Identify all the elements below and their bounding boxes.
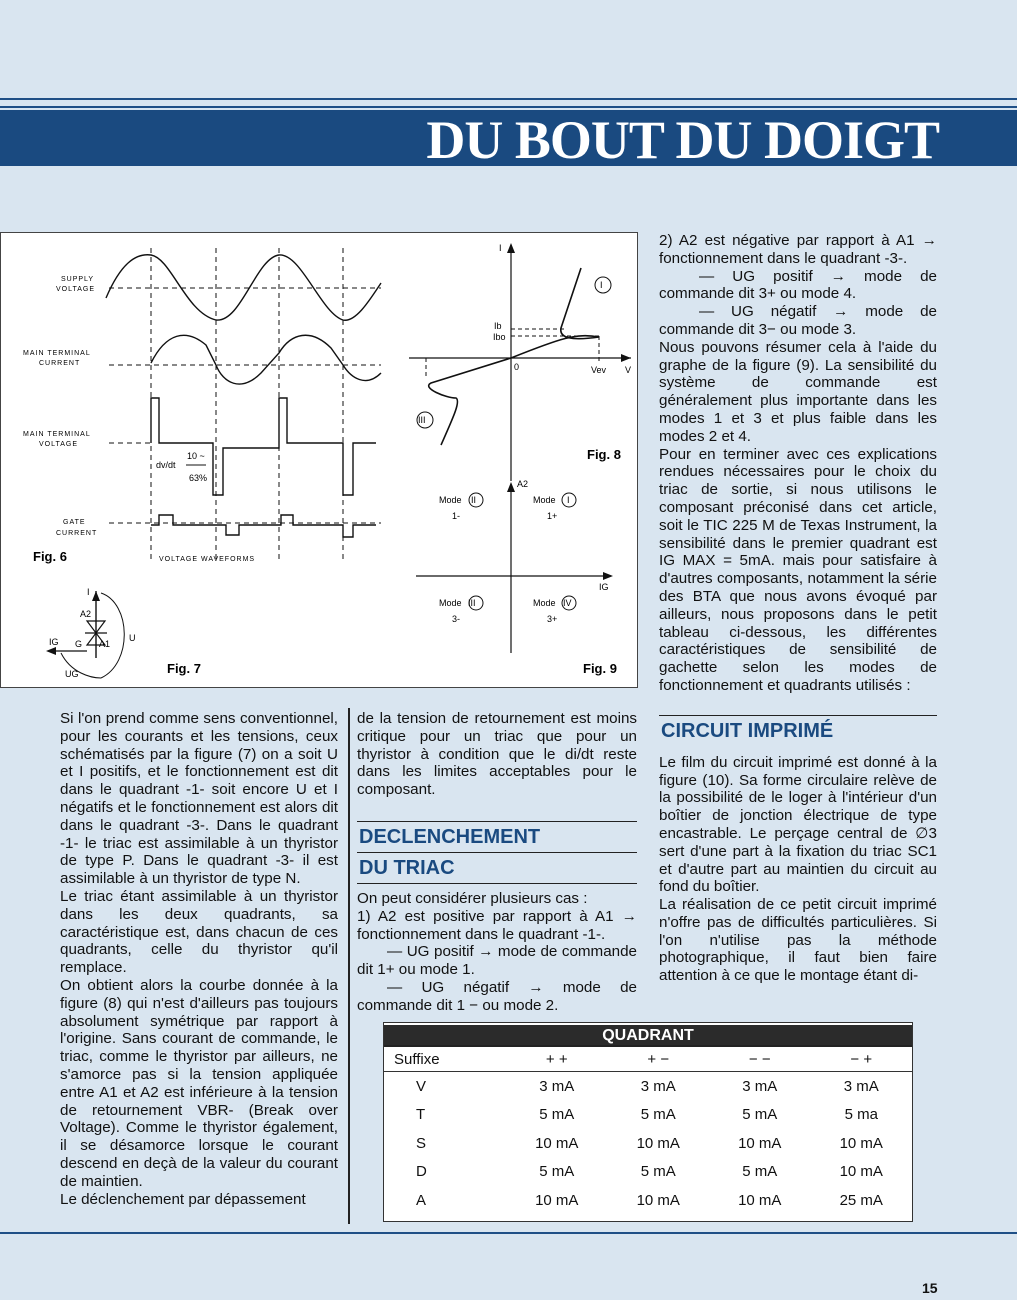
fig8-q3: III — [418, 415, 426, 425]
table-cell: 5 mA — [539, 1163, 575, 1181]
col3-paragraph-4: Nous pouvons résumer cela à l'aide du graphe de la figure (9). La sensibilité du système de commande est généralement plus importante dans les modes 1 et 3 et plus faible dans les modes 2 et 4. — [659, 338, 937, 445]
sensitivity-table — [384, 1047, 912, 1215]
annotation-dvdt: dv/dt — [156, 460, 176, 470]
fig7-u: U — [129, 633, 136, 643]
table-cell: 5 mA — [539, 1106, 575, 1124]
table-cell: 10 mA — [535, 1134, 579, 1152]
figures-svg — [1, 233, 639, 689]
fig9-mode2-n: II — [471, 495, 477, 505]
table-cell: A — [416, 1191, 427, 1209]
fig7-ug: UG — [65, 669, 79, 679]
fig9-mode1-s: 1+ — [547, 511, 558, 521]
col3-paragraph-7: La réalisation de ce petit circuit imprimé n'offre pas de difficultés particulières. Si l'on n'utilise pas la méthode photographique, il faut bien faire attention à ce que le montage étant di- — [659, 896, 937, 985]
fig9-a2: A2 — [517, 479, 529, 489]
col3-paragraph-1: 2) A2 est négative par rapport à A1 → fonctionnement dans le quadrant -3-. — [659, 232, 937, 267]
table-cell: 5 ma — [844, 1106, 878, 1124]
table-cell: 3 mA — [742, 1077, 778, 1095]
table-header-cell: − + — [811, 1047, 913, 1072]
table-row — [384, 1186, 912, 1215]
col2-paragraph-2: 1) A2 est positive par rapport à A1 → fonctionnement dans le quadrant -1-. — [357, 907, 637, 943]
table-cell: 10 mA — [636, 1134, 680, 1152]
gate-current-label-1: GATE — [63, 519, 86, 526]
figures-panel — [0, 232, 638, 688]
table-cell: 10 mA — [839, 1134, 883, 1152]
supply-voltage-label-1: SUPPLY — [61, 276, 95, 283]
fig7-i: I — [87, 587, 90, 597]
main-voltage-label-1: MAIN TERMINAL — [23, 431, 91, 438]
quadrant-table — [383, 1022, 913, 1222]
table-row — [384, 1101, 912, 1130]
table-cell: 5 mA — [640, 1106, 676, 1124]
page-number: 15 — [922, 1280, 938, 1296]
header-stripes — [0, 98, 1017, 108]
table-cell: S — [416, 1134, 427, 1152]
fig8-ib: Ib — [494, 321, 502, 331]
fig8-label: Fig. 8 — [587, 447, 621, 462]
fig8-q1: I — [600, 280, 603, 290]
col2-paragraph-4: — UG négatif → mode de commande dit 1 − ou mode 2. — [357, 978, 637, 1014]
fig8-zero: 0 — [514, 362, 520, 372]
table-cell: D — [416, 1163, 427, 1181]
main-current-label-2: CURRENT — [39, 360, 81, 367]
fig7-label: Fig. 7 — [167, 661, 201, 676]
fig9-mode3-n: III — [468, 598, 476, 608]
fig9-mode4-n: IV — [563, 598, 572, 608]
table-cell: 10 mA — [839, 1163, 883, 1181]
text-column-1 — [60, 710, 338, 1208]
col3-paragraph-2: — UG positif → mode de commande dit 3+ ou mode 4. — [659, 267, 937, 303]
table-cell: T — [416, 1106, 426, 1124]
fig7-ig: IG — [49, 637, 59, 647]
table-title: QUADRANT — [384, 1025, 912, 1047]
text-column-2 — [357, 710, 637, 1015]
text-column-3 — [659, 232, 937, 985]
fig6-caption: VOLTAGE WAVEFORMS — [159, 556, 256, 563]
table-cell: 3 mA — [843, 1077, 879, 1095]
fig9-mode4: Mode — [533, 598, 556, 608]
col3-paragraph-3: — UG négatif → mode de commande dit 3− ou mode 3. — [659, 303, 937, 338]
fig7-g: G — [75, 639, 83, 649]
supply-voltage-label-2: VOLTAGE — [56, 286, 96, 293]
table-cell: 3 mA — [539, 1077, 575, 1095]
col1-paragraph-3: On obtient alors la courbe donnée à la figure (8) qui n'est d'ailleurs pas toujours absolument symétrique par rapport à l'origine. Sans courant de commande, le triac, comme le thyristor par ailleurs, ne s'amorce pas si la tension appliquée entre A1 et A2 est inférieure à la tension de retournement VBR- (Break over Voltage). Comme le thyristor également, il se désamorce lorsque le courant descend en deçà de la valeur du courant de maintien. — [60, 976, 338, 1190]
table-cell: 10 mA — [738, 1191, 782, 1209]
heading-du-triac: DU TRIAC — [357, 853, 637, 884]
fig9-label: Fig. 9 — [583, 661, 617, 676]
footer-line — [0, 1232, 1017, 1238]
fig7-a1: A1 — [99, 639, 111, 649]
table-cell: 3 mA — [640, 1077, 676, 1095]
table-cell: 10 mA — [636, 1191, 680, 1209]
annotation-10: 10 ~ — [187, 451, 205, 461]
table-header-cell: + + — [506, 1047, 608, 1072]
fig8-vev: Vev — [591, 365, 607, 375]
fig6-label: Fig. 6 — [33, 549, 67, 564]
table-cell: 5 mA — [742, 1163, 778, 1181]
heading-circuit-imprime: CIRCUIT IMPRIMÉ — [659, 715, 937, 746]
table-header-cell: Suffixe — [384, 1047, 506, 1072]
annotation-63: 63% — [189, 473, 208, 483]
table-row — [384, 1129, 912, 1158]
table-header-row — [384, 1047, 912, 1072]
fig8-ibo: Ibo — [493, 332, 506, 342]
table-cell: 25 mA — [839, 1191, 883, 1209]
fig9-mode2: Mode — [439, 495, 462, 505]
fig9-mode4-s: 3+ — [547, 614, 558, 624]
fig9-mode2-s: 1- — [452, 511, 461, 521]
column-divider — [348, 708, 350, 1224]
table-header-cell: − − — [709, 1047, 811, 1072]
table-cell: V — [416, 1077, 427, 1095]
col1-paragraph-4: Le déclenchement par dépassement — [60, 1190, 306, 1208]
heading-declenchement: DECLENCHEMENT — [357, 821, 637, 853]
fig9-mode1: Mode — [533, 495, 556, 505]
fig9-mode1-n: I — [567, 495, 570, 505]
col3-paragraph-5: Pour en terminer avec ces explications rendues nécessaires pour le choix du triac de sortie, si nous utilisons le composant préconisé dans cet article, soit le TIC 225 M de Texas Instrument, la sensibilité dans le premier quadrant est IG MAX = 5mA. mais pour satisfaire à d'autres composants, notamment la série des BTA que nous avons évoqué par ailleurs, nous proposons dans le petit tableau ci-dessous, les différentes caractéristiques de sensibilité de gachette selon les modes de fonctionnement et quadrants utilisés : — [659, 445, 937, 694]
col2-paragraph-1: On peut considérer plusieurs cas : — [357, 889, 588, 907]
col2-paragraph-3: — UG positif → mode de commande dit 1+ ou mode 1. — [357, 943, 637, 979]
table-row — [384, 1072, 912, 1101]
col1-paragraph-2: Le triac étant assimilable à un thyristor dans les deux quadrants, sa caractéristique est, dans chacun de ces quadrants, celle du thyristor qu'il remplace. — [60, 887, 338, 977]
fig8-v: V — [625, 365, 632, 375]
table-header-cell: + − — [608, 1047, 710, 1072]
gate-current-label-2: CURRENT — [56, 530, 98, 537]
table-cell: 5 mA — [742, 1106, 778, 1124]
fig8-i: I — [499, 243, 502, 253]
main-voltage-label-2: VOLTAGE — [39, 441, 79, 448]
main-current-label-1: MAIN TERMINAL — [23, 350, 91, 357]
table-cell: 10 mA — [535, 1191, 579, 1209]
table-row — [384, 1158, 912, 1187]
fig7-a2: A2 — [80, 609, 92, 619]
col3-paragraph-6: Le film du circuit imprimé est donné à la figure (10). Sa forme circulaire relève de la possibilité de le loger à l'intérieur d'un boîtier de jonction électrique de type encastrable. Le perçage central de ∅3 sert d'une part à la fixation du triac SC1 et d'autre part au maintien du circuit au fond du boîtier. — [659, 753, 937, 896]
table-cell: 10 mA — [738, 1134, 782, 1152]
fig9-mode3: Mode — [439, 598, 462, 608]
col1-paragraph-1: Si l'on prend comme sens conventionnel, pour les courants et les tensions, ceux schématisés par la figure (7) on a soit U et I positifs, et le fonctionnement est dit dans le quadrant -1- soit encore U et I négatifs et le fonctionnement est alors dit dans le quadrant -3-. Dans le quadrant -1- le triac est assimilable à un thyristor de type P. Dans le quadrant -3- il est assimilable à un thyristor de type N. — [60, 710, 338, 888]
col2-intro: de la tension de retournement est moins critique pour un triac que pour un thyristor à condition que le di/dt reste dans les limites acceptables pour le composant. — [357, 710, 637, 799]
page-title: DU BOUT DU DOIGT — [426, 110, 939, 170]
table-cell: 5 mA — [640, 1163, 676, 1181]
fig9-ig: IG — [599, 582, 609, 592]
fig9-mode3-s: 3- — [452, 614, 461, 624]
